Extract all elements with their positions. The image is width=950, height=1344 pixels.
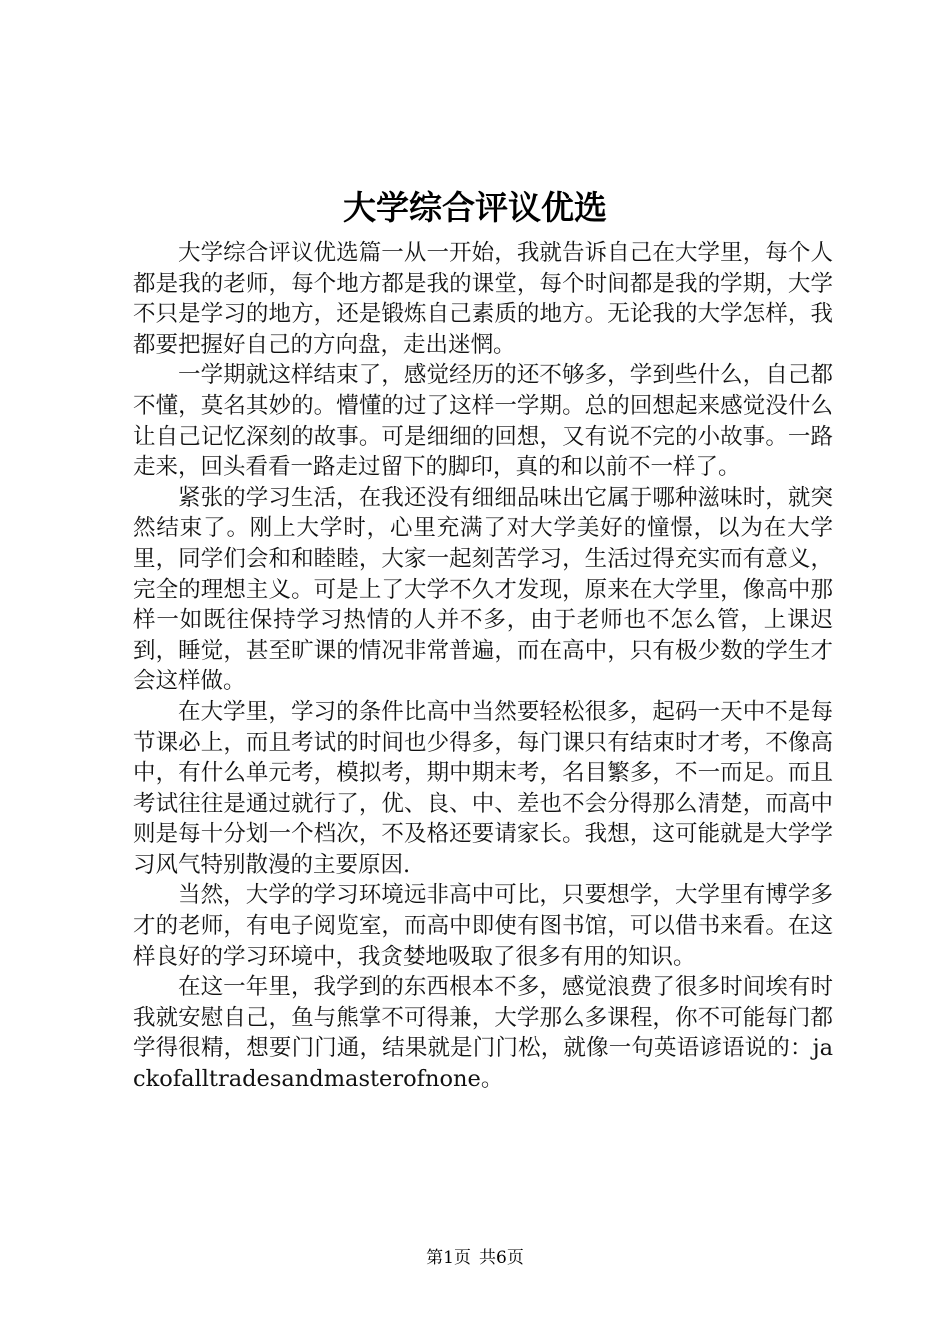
page-number: 第1页 [426,1248,471,1268]
paragraph: 在这一年里，我学到的东西根本不多，感觉浪费了很多时间埃有时我就安慰自己，鱼与熊掌不可得兼，大学那么多课程，你不可能每门都学得很精，想要门门通，结果就是门门松，就像一句英语谚语说的：jackofalltradesandmasterofnone。 [133,974,833,1093]
page-total: 共6页 [479,1248,524,1268]
paragraph: 紧张的学习生活，在我还没有细细品味出它属于哪种滋味时，就突然结束了。刚上大学时，心里充满了对大学美好的憧憬，以为在大学里，同学们会和和睦睦，大家一起刻苦学习，生活过得充实而有意义，完全的理想主义。可是上了大学不久才发现，原来在大学里，像高中那样一如既往保持学习热情的人并不多，由于老师也不怎么管，上课迟到，睡觉，甚至旷课的情况非常普遍，而在高中，只有极少数的学生才会这样做。 [133,484,833,695]
paragraph: 在大学里，学习的条件比高中当然要轻松很多，起码一天中不是每节课必上，而且考试的时间也少得多，每门课只有结束时才考，不像高中，有什么单元考，模拟考，期中期末考，名目繁多，不一而足。而且考试往往是通过就行了，优、良、中、差也不会分得那么清楚，而高中则是每十分划一个档次，不及格还要请家长。我想，这可能就是大学学习风气特别散漫的主要原因. [133,698,833,878]
paragraph: 一学期就这样结束了，感觉经历的还不够多，学到些什么，自己都不懂，莫名其妙的。懵懂的过了这样一学期。总的回想起来感觉没什么让自己记忆深刻的故事。可是细细的回想，又有说不完的小故事。一路走来，回头看看一路走过留下的脚印，真的和以前不一样了。 [133,362,833,481]
document-title: 大学综合评议优选 [343,188,607,227]
paragraph: 大学综合评议优选篇一从一开始，我就告诉自己在大学里，每个人都是我的老师，每个地方都是我的课堂，每个时间都是我的学期，大学不只是学习的地方，还是锻炼自己素质的地方。无论我的大学怎样，我都要把握好自己的方向盘，走出迷惘。 [133,240,833,358]
paragraph: 当然，大学的学习环境远非高中可比，只要想学，大学里有博学多才的老师，有电子阅览室，而高中即使有图书馆，可以借书来看。在这样良好的学习环境中，我贪婪地吸取了很多有用的知识。 [133,882,833,970]
page-footer [0,1243,950,1268]
document-body [133,238,833,1095]
